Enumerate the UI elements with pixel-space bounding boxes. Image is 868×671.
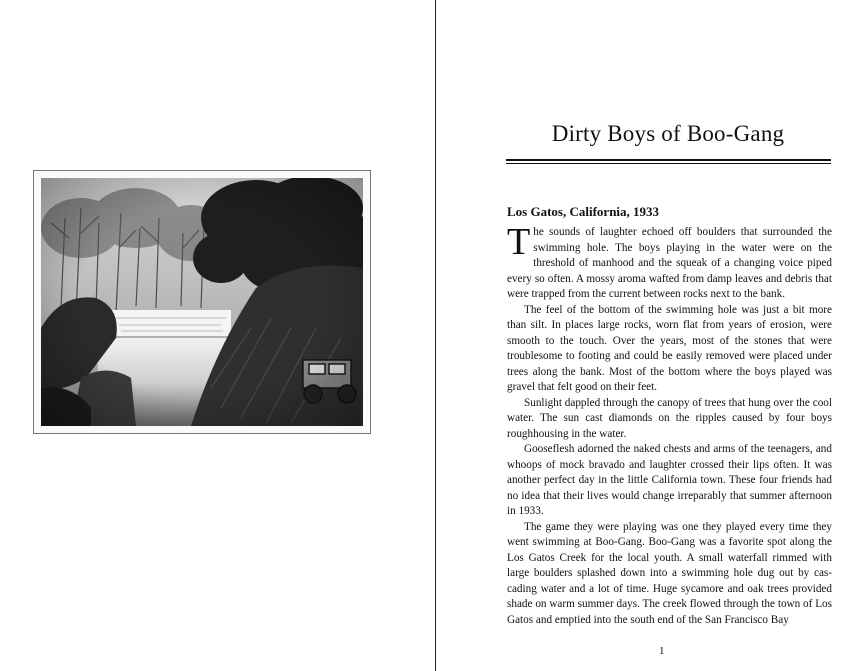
dateline: Los Gatos, California, 1933 [507, 204, 660, 219]
paragraph: Sunlight dappled through the canopy of trees that hung over the cool water. The sun cast diamonds on the ripples caused by four boys roughhousing in the water. [507, 396, 832, 440]
paragraph: The game they were playing was one they played every time they went swimming at Boo-Gang. Boo-Gang was a favorite spot along the Los Gatos Creek for the local youth. A small waterfall rimmed with large boulders splashed down into a swimming hole dug out by cascading water and a lot of time. Huge sycamore and oak trees provided shade on warm summer days. The creek flowed through the town of Los Gatos and emptied into the south end of the San Francisco Bay [507, 520, 832, 626]
page-number: 1 [659, 645, 665, 657]
paragraph: The feel of the bottom of the swimming hole was just a bit more than silt. In places large rocks, worn flat from years of erosion, were smooth to the touch. Over the years, most of the stones that were troublesome to footing and could be easily removed were placed under trees along the bank. Most of the bottom where the boys played was gravel that felt good on their feet. [507, 303, 832, 393]
chapter-title: Dirty Boys of Boo-Gang [551, 121, 785, 146]
right-page [436, 0, 868, 671]
body-text [507, 221, 832, 628]
creek-sketch-illustration [41, 178, 363, 426]
paragraph [507, 221, 832, 303]
paragraph: Gooseflesh adorned the naked chests and arms of the teenagers, and whoops of mock bravado and laughter crossed their lips often. It was another perfect day in the little California town. These four friends had no idea that their lives would change irreparably that summer afternoon in 1933. [507, 443, 832, 517]
title-rule-thick [506, 159, 831, 161]
drop-cap: T [507, 221, 531, 263]
illustration-frame [33, 170, 371, 434]
paragraph-text: he sounds of laughter echoed off boulders that surrounded the swimming hole. The boys playing in the water were on the threshold of manhood and the squeak of a changing voice piped every so often. A mossy aroma wafted from damp leaves and debris that were trapped from the current between rocks next to the bank. [507, 226, 832, 300]
title-rule-thin [506, 163, 831, 164]
